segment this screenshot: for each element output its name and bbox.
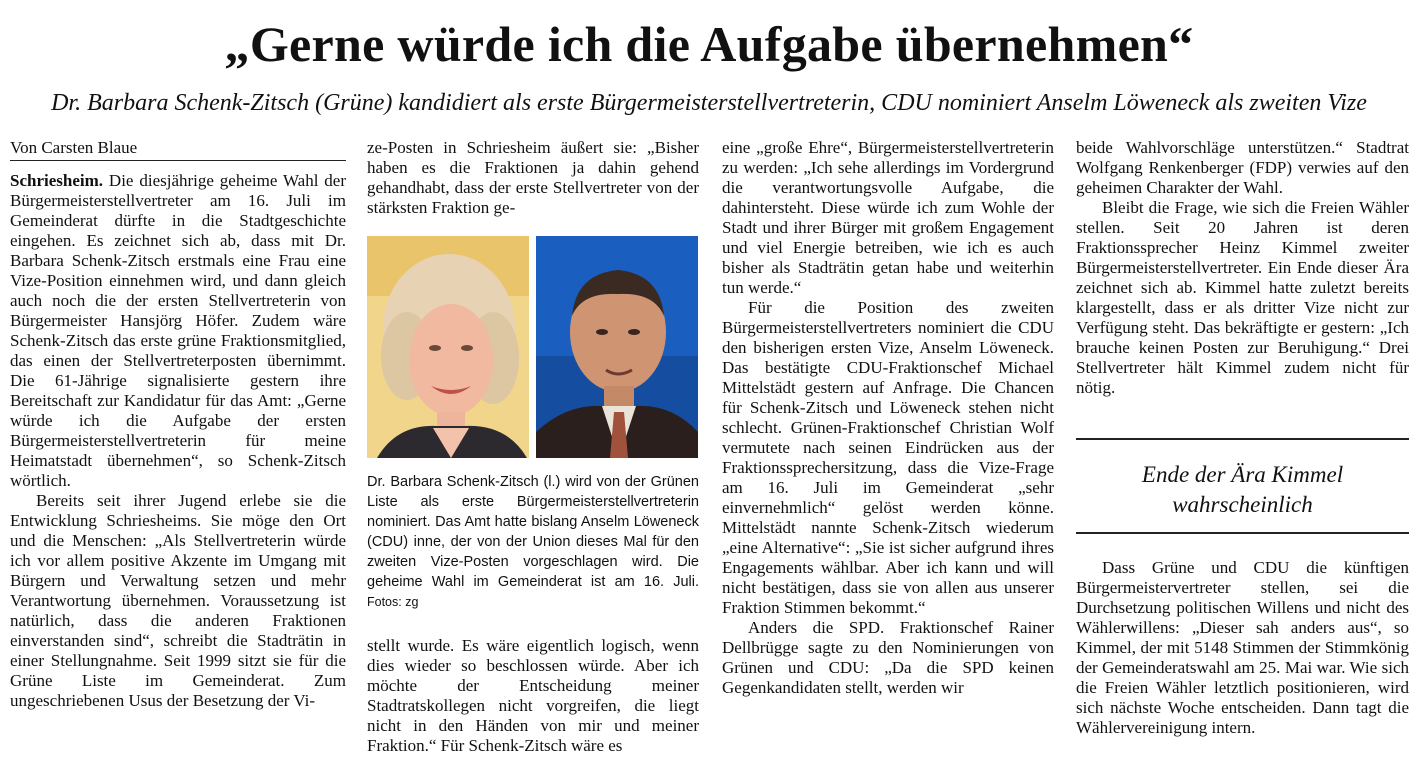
- article-headline: „Gerne würde ich die Aufgabe übernehmen“: [224, 16, 1194, 72]
- subtitle-line: Ende der Ära Kimmel: [1141, 462, 1344, 487]
- photo-caption: [367, 472, 699, 612]
- paragraph: beide Wahlvorschläge unterstützen.“ Stadtrat Wolfgang Renkenberger (FDP) verwies auf den geheimen Charakter der Wahl.: [1076, 138, 1409, 197]
- paragraph: Für die Position des zweiten Bürgermeisterstellvertreters nominiert die CDU den bisherigen ersten Vize, Anselm Löweneck. Das bestätigte CDU-Fraktionschef Michael Mittelstädt gestern auf Anfrage. Die Chancen für Schenk-Zitsch und Löweneck stehen nicht schlecht. Grünen-Fraktionschef Christian Wolf vermutete nach seinen Eindrücken aus der Fraktionssprechersitzung, dass die Vize-Frage am 16. Juli im Gemeinderat „sehr einvernehmlich“ gelöst werden könne. Mittelstädt nannte Schenk-Zitsch wiederum „eine Alternative“: „Sie ist sicher aufgrund ihres Engagements wählbar. Aber ich kann und will nicht bestätigen, dass sie von allen aus unserer Fraktion Stimmen bekommt.“: [722, 298, 1054, 617]
- portrait-schenk-zitsch: [367, 236, 529, 458]
- column-2-bottom: [367, 636, 699, 756]
- dateline: Schriesheim.: [10, 171, 104, 190]
- paragraph: Bereits seit ihrer Jugend erlebe sie die Entwicklung Schriesheims. Sie möge den Ort und die Menschen: „Als Stellvertreterin würde ich vor allem positive Akzente im Umgang mit Bürgern und Verwaltung setzen und mehr Verantwortung übernehmen. Voraussetzung ist natürlich, dass die anderen Fraktionen einverstanden sind“, schreibt die Stadträtin in einer Stellungnahme. Seit 1999 sitzt sie für die Grüne Liste im Gemeinderat. Zum ungeschriebenen Usus der Besetzung der Vi-: [10, 491, 346, 710]
- lead-paragraph: [10, 171, 346, 491]
- portrait-man-image: [536, 236, 698, 458]
- caption-text: Dr. Barbara Schenk-Zitsch (l.) wird von der Grünen Liste als erste Bürgermeisterstellvertreterin nominiert. Das Amt hatte bislang Anselm Löweneck (CDU) inne, der von der Union dieses Mal für den zweiten Vize-Posten vorgeschlagen wird. Die geheime Wahl im Gemeinderat ist am 16. Juli.: [367, 474, 699, 590]
- paragraph: ze-Posten in Schriesheim äußert sie: „Bisher haben es die Fraktionen ja dahin gehend gehandhabt, dass der erste Stellvertreter von der stärksten Fraktion ge-: [367, 138, 699, 217]
- byline: Von Carsten Blaue: [10, 138, 346, 161]
- column-4-bottom: [1076, 558, 1409, 738]
- paragraph: Anders die SPD. Fraktionschef Rainer Dellbrügge sagte zu den Nominierungen von Grünen und CDU: „Da die SPD keinen Gegenkandidaten stellt, werden wir: [722, 618, 1054, 697]
- paragraph: eine „große Ehre“, Bürgermeisterstellvertreterin zu werden: „Ich sehe allerdings im Vordergrund die verantwortungsvolle Aufgabe, die dahintersteht. Diese würde ich zum Wohle der Stadt und ihrer Bürger mit großem Engagement und viel Energie betreiben, wie ich es auch bisher als Stadträtin getan habe und weiterhin tun werde.“: [722, 138, 1054, 297]
- portrait-loeweneck: [536, 236, 698, 458]
- photo-pair: [367, 236, 699, 458]
- subtitle-line: wahrscheinlich: [1172, 492, 1313, 517]
- paragraph: stellt wurde. Es wäre eigentlich logisch, wenn dies wieder so beschlossen würde. Aber ich möchte der Entscheidung meiner Stadtratskollegen nicht vorgreifen, die liegt nicht in den Händen von mir und meiner Fraktion.“ Für Schenk-Zitsch wäre es: [367, 636, 699, 755]
- column-3: [722, 138, 1054, 698]
- column-1: [10, 138, 346, 711]
- paragraph: Dass Grüne und CDU die künftigen Bürgermeistervertreter stellen, sei die Durchsetzung politischen Willens und nicht des Wählerwillens: „Dieser sah anders aus“, so Kimmel, der mit 5148 Stimmen der Stimmkönig der Gemeinderatswahl am 25. Mai war. Wie sich die Freien Wähler letztlich positionieren, wird sich nächste Woche entscheiden. Dann tagt die Wählervereinigung intern.: [1076, 558, 1409, 737]
- photo-credit: Fotos: zg: [367, 595, 419, 609]
- column-4: [1076, 138, 1409, 398]
- section-subtitle: [1076, 460, 1409, 520]
- column-2-top: [367, 138, 699, 218]
- divider-rule: [1076, 438, 1409, 440]
- portrait-woman-image: [367, 236, 529, 458]
- divider-rule: [1076, 532, 1409, 534]
- lead-text: Die diesjährige geheime Wahl der Bürgermeisterstellvertreter am 16. Juli im Gemeinderat dürfte in die Stadtgeschichte eingehen. Es zeichnet sich ab, dass mit Dr. Barbara Schenk-Zitsch erstmals eine Frau eine Vize-Position einnehmen wird, und dann gleich auch noch die der ersten Stellvertreterin von Bürgermeister Hansjörg Höfer. Zudem wäre Schenk-Zitsch das erste grüne Fraktionsmitglied, das einen der Stellvertreterposten übernimmt. Die 61-Jährige signalisierte gestern ihre Bereitschaft zur Kandidatur für das Amt: „Gerne würde ich die Aufgabe der ersten Bürgermeisterstellvertreterin für meine Heimatstadt übernehmen“, so Schenk-Zitsch wörtlich.: [10, 171, 347, 490]
- paragraph: Bleibt die Frage, wie sich die Freien Wähler stellen. Seit 20 Jahren ist deren Fraktionssprecher Heinz Kimmel zweiter Bürgermeisterstellvertreter. Ein Ende dieser Ära zeichnet sich ab. Kimmel hatte zuletzt bereits klargestellt, dass er als dritter Vize nicht zur Verfügung steht. Das bekräftigte er gestern: „Ich brauche keinen Posten zur Beruhigung.“ Drei Stellvertreter hält Kimmel zudem nicht für nötig.: [1076, 198, 1409, 397]
- article-subheadline: Dr. Barbara Schenk-Zitsch (Grüne) kandidiert als erste Bürgermeisterstellvertreterin, CDU nominiert Anselm Löweneck als zweiten Vize: [51, 90, 1367, 116]
